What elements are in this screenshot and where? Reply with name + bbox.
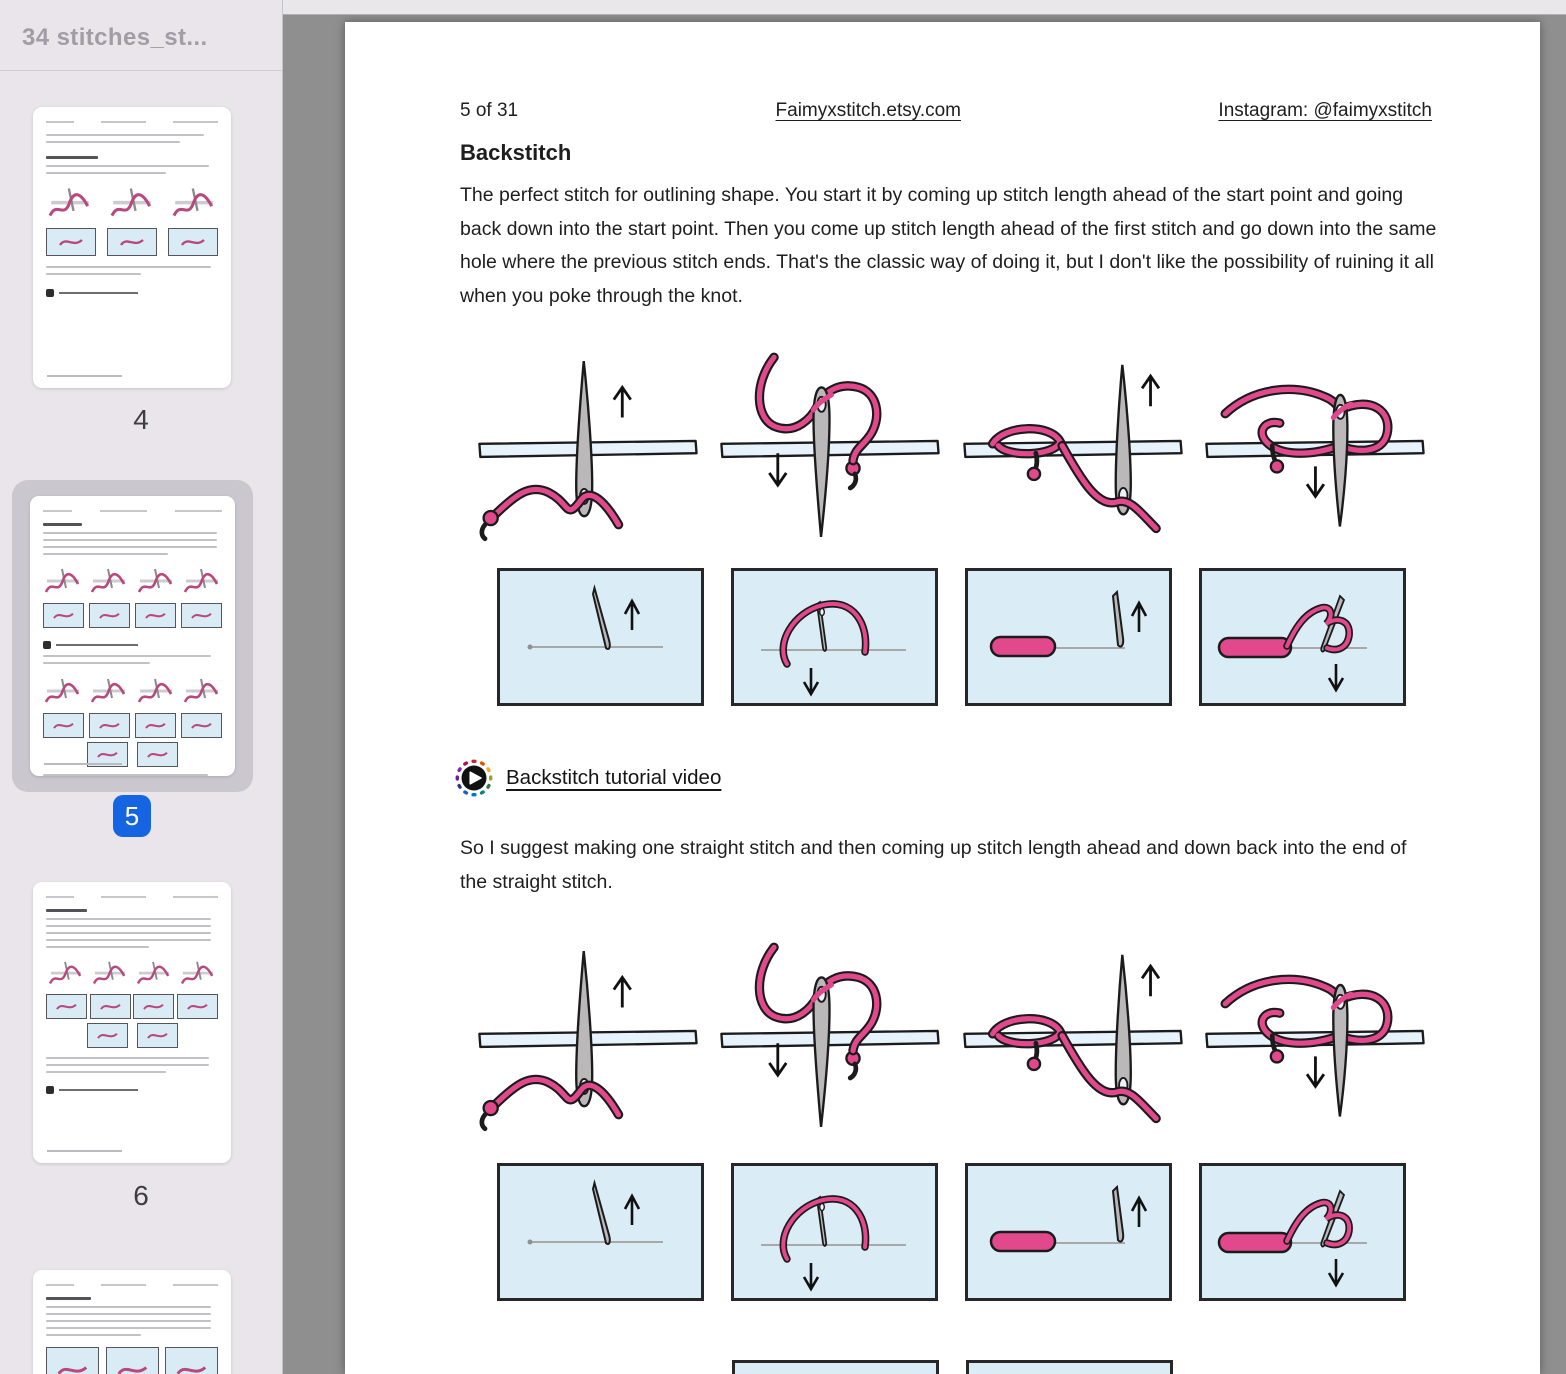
thumbnail-page-6[interactable] [33, 882, 231, 1163]
instagram-link[interactable]: Instagram: @faimyxstitch [1218, 100, 1432, 121]
diagram-row-2 [497, 1163, 1406, 1301]
toolbar-strip [282, 0, 1566, 15]
play-icon[interactable] [455, 759, 493, 797]
paragraph-backstitch-intro: The perfect stitch for outlining shape. You start it by coming up stitch length ahead of the start point and going back down into the start point. Then you come up stitch length ahead of the first stitch and go down into the same hole where the previous stitch ends. That's the classic way of doing it, but I don't like the possibility of ruining it all when you poke through the knot. [460, 184, 1437, 307]
stitch-step-5-illustration [470, 936, 705, 1146]
diagram-result-1 [732, 1360, 939, 1374]
diagram-step-1 [497, 568, 704, 706]
diagram-result-2 [966, 1360, 1173, 1374]
thumbnail-page-7[interactable] [33, 1270, 231, 1374]
thumbnail-page-6-label: 6 [133, 1180, 149, 1211]
video-link-row [455, 759, 721, 797]
diagram-step-7 [965, 1163, 1172, 1301]
document-title: 34 stitches_st... [22, 24, 208, 51]
stitch-step-1-illustration [470, 346, 705, 556]
diagram-step-8 [1199, 1163, 1406, 1301]
diagram-step-4 [1199, 568, 1406, 706]
stitch-step-6-illustration [712, 936, 947, 1146]
paragraph-suggestion: So I suggest making one straight stitch and then coming up stitch length ahead and down back into the end of the straight stitch. [460, 837, 1407, 893]
etsy-link[interactable]: Faimyxstitch.etsy.com [775, 100, 961, 121]
thumbnail-sidebar [0, 0, 283, 1374]
thumbnail-selection-ring [12, 480, 253, 792]
stitch-step-2-illustration [712, 346, 947, 556]
diagram-step-3 [965, 568, 1172, 706]
diagram-step-2 [731, 568, 938, 706]
backstitch-video-link[interactable]: Backstitch tutorial video [506, 766, 722, 789]
stitch-step-8-illustration [1197, 936, 1432, 1146]
diagram-step-5 [497, 1163, 704, 1301]
diagram-row-1 [497, 568, 1406, 706]
thumbnail-page-4[interactable] [33, 107, 231, 388]
illustration-row-1 [470, 346, 1432, 556]
diagram-step-6 [731, 1163, 938, 1301]
stitch-step-4-illustration [1197, 346, 1432, 556]
section-heading: Backstitch [460, 140, 572, 165]
thumbnail-page-5[interactable] [30, 496, 235, 776]
document-page [345, 22, 1540, 1374]
stitch-step-7-illustration [955, 936, 1190, 1146]
page-number-badge: 5 [113, 795, 151, 837]
diagram-row-3-partial [732, 1360, 1173, 1374]
page-header [460, 100, 1432, 122]
illustration-row-2 [470, 936, 1432, 1146]
thumbnail-page-4-label: 4 [133, 404, 149, 435]
stitch-step-3-illustration [955, 346, 1190, 556]
sidebar-divider [0, 70, 282, 71]
page-indicator: 5 of 31 [460, 100, 519, 121]
